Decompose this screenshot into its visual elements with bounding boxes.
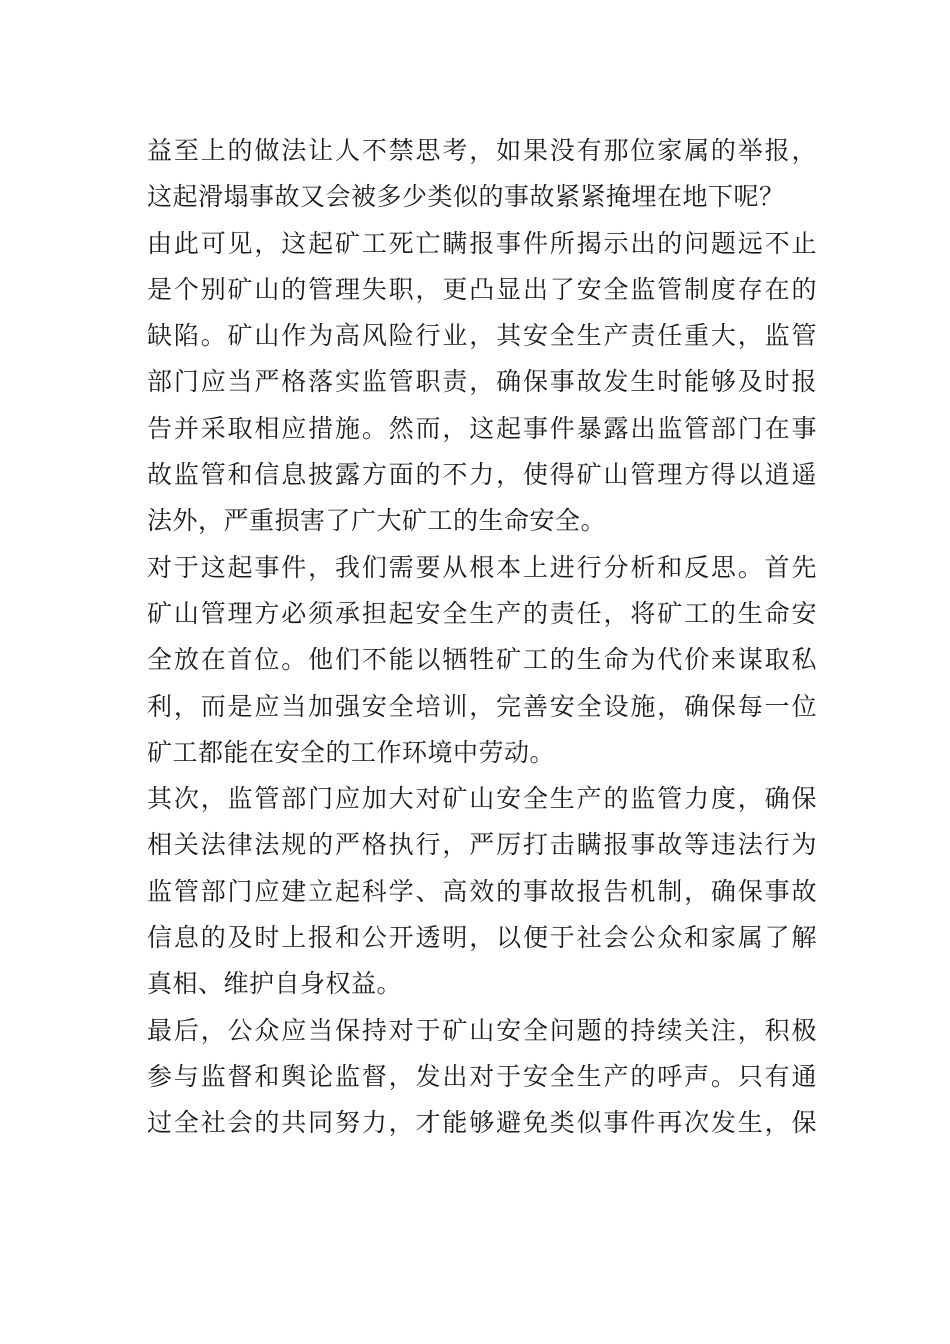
text-line: 这起滑塌事故又会被多少类似的事故紧紧掩埋在地下呢？ <box>147 182 785 212</box>
text-line: 相关法律法规的严格执行，严厉打击瞒报事故等违法行为 <box>147 830 817 860</box>
text-line: 监管部门应建立起科学、高效的事故报告机制，确保事故 <box>147 876 817 906</box>
text-line: 益至上的做法让人不禁思考，如果没有那位家属的举报， <box>147 136 817 165</box>
text-line: 缺陷。矿山作为高风险行业，其安全生产责任重大，监管 <box>147 321 817 351</box>
paragraph-2 <box>147 221 817 545</box>
paragraph-1 <box>147 128 817 221</box>
text-line: 由此可见，这起矿工死亡瞒报事件所揭示出的问题远不止 <box>147 228 817 258</box>
text-line: 信息的及时上报和公开透明，以便于社会公众和家属了解 <box>147 923 817 953</box>
paragraph-4 <box>147 776 817 1007</box>
text-line: 对于这起事件，我们需要从根本上进行分析和反思。首先 <box>147 552 817 582</box>
text-line: 参与监督和舆论监督，发出对于安全生产的呼声。只有通 <box>147 1061 817 1091</box>
text-line: 利，而是应当加强安全培训，完善安全设施，确保每一位 <box>147 691 817 721</box>
text-line: 矿工都能在安全的工作环境中劳动。 <box>147 737 556 767</box>
text-line: 部门应当严格落实监管职责，确保事故发生时能够及时报 <box>147 367 817 397</box>
text-line: 告并采取相应措施。然而，这起事件暴露出监管部门在事 <box>147 413 817 443</box>
text-line: 故监管和信息披露方面的不力，使得矿山管理方得以逍遥 <box>147 460 817 490</box>
paragraph-3 <box>147 545 817 776</box>
text-line: 矿山管理方必须承担起安全生产的责任，将矿工的生命安 <box>147 598 817 628</box>
text-line: 最后，公众应当保持对于矿山安全问题的持续关注，积极 <box>147 1015 817 1045</box>
text-line: 全放在首位。他们不能以牺牲矿工的生命为代价来谋取私 <box>147 645 817 675</box>
text-line: 其次，监管部门应加大对矿山安全生产的监管力度，确保 <box>147 784 817 814</box>
text-line: 法外，严重损害了广大矿工的生命安全。 <box>147 506 607 536</box>
text-line: 真相、维护自身权益。 <box>147 969 403 999</box>
text-line: 过全社会的共同努力，才能够避免类似事件再次发生，保 <box>147 1108 817 1138</box>
paragraph-5 <box>147 1008 817 1147</box>
text-line: 是个别矿山的管理失职，更凸显出了安全监管制度存在的 <box>147 274 817 304</box>
document-body <box>147 128 817 1147</box>
